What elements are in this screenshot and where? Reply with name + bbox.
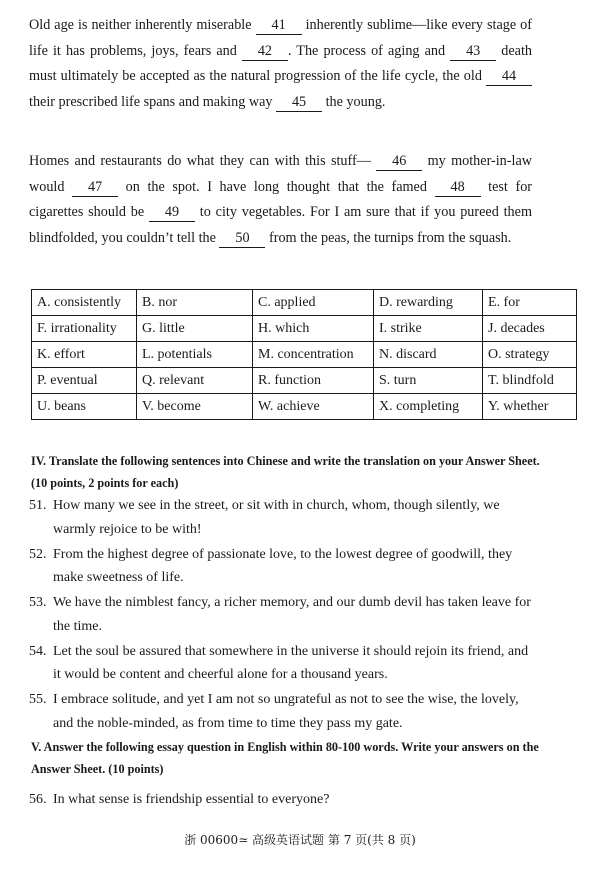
options-row <box>32 316 577 342</box>
blank-48: 48 <box>435 179 481 197</box>
passage-paragraph-1 <box>29 13 532 115</box>
blank-41: 41 <box>256 17 302 35</box>
options-row <box>32 368 577 394</box>
question-54 <box>29 640 536 687</box>
question-text: I embrace solitude, and yet I am not so ungrateful as not to see the wise, the lovely, and the noble-minded, as from time to time they pass my gate. <box>53 692 519 731</box>
option-cell: C. applied <box>253 290 374 316</box>
blank-45: 45 <box>276 94 322 112</box>
question-text: We have the nimblest fancy, a richer memory, and our dumb devil has taken leave for the time. <box>53 595 531 634</box>
passage-text: Old age is neither inherently miserable <box>29 17 256 33</box>
option-cell: J. decades <box>483 316 577 342</box>
passage-text: death must ultimately be accepted as the natural progression of the life cycle, the old <box>29 42 532 84</box>
passage-text: . The process of aging and <box>287 42 451 59</box>
question-text: In what sense is friendship essential to everyone? <box>53 792 330 807</box>
passage-text: the young. <box>322 93 386 110</box>
essay-question <box>29 788 536 813</box>
question-number: 54. <box>29 643 47 659</box>
option-cell: P. eventual <box>32 368 137 394</box>
option-cell: L. potentials <box>137 342 253 368</box>
question-text: From the highest degree of passionate love, to the lowest degree of goodwill, they make sweetness of life. <box>53 546 513 585</box>
passage-text: inherently sublime—like every stage of life it has problems, joys, fears and <box>29 17 532 59</box>
question-55 <box>29 688 536 735</box>
section-4-heading: IV. Translate the following sentences into Chinese and write the translation on your Answer Sheet. (10 points, 2 points for each) <box>31 454 540 490</box>
option-cell: N. discard <box>374 342 483 368</box>
option-cell: Q. relevant <box>137 368 253 394</box>
option-cell: A. consistently <box>32 290 137 316</box>
options-row <box>32 342 577 368</box>
blank-50: 50 <box>219 230 265 248</box>
translation-questions <box>29 494 536 737</box>
blank-47: 47 <box>72 179 118 197</box>
option-cell: D. rewarding <box>374 290 483 316</box>
passage-text: on the spot. I have long thought that the famed <box>118 178 435 195</box>
option-cell: F. irrationality <box>32 316 137 342</box>
option-cell: B. nor <box>137 290 253 316</box>
blank-49: 49 <box>149 204 195 222</box>
question-51 <box>29 494 536 541</box>
question-number: 51. <box>29 498 47 513</box>
option-cell: G. little <box>137 316 253 342</box>
passage-text: Homes and restaurants do what they can with this stuff— <box>29 153 377 169</box>
passage-text: test for cigarettes should be <box>29 178 533 220</box>
blank-46: 46 <box>376 153 422 171</box>
question-56 <box>29 788 536 812</box>
option-cell: X. completing <box>374 394 483 420</box>
option-cell: V. become <box>137 394 253 420</box>
question-52 <box>29 543 536 590</box>
question-number: 55. <box>29 692 47 707</box>
section-5-heading: V. Answer the following essay question in English within 80-100 words. Write your answers on the Answer Sheet. (10 points) <box>31 740 539 776</box>
option-cell: U. beans <box>32 394 137 420</box>
question-number: 53. <box>29 595 47 610</box>
passage-paragraph-2 <box>29 149 532 251</box>
question-text: How many we see in the street, or sit with in church, whom, though silently, we warmly rejoice to be with! <box>53 498 500 537</box>
option-cell: O. strategy <box>483 342 577 368</box>
option-cell: H. which <box>253 316 374 342</box>
passage-text: their prescribed life spans and making way <box>29 93 277 110</box>
option-cell: E. for <box>483 290 577 316</box>
option-cell: K. effort <box>32 342 137 368</box>
blank-43: 43 <box>450 43 496 61</box>
option-cell: I. strike <box>374 316 483 342</box>
blank-44: 44 <box>486 68 532 86</box>
word-options-table <box>31 289 577 420</box>
question-number: 52. <box>29 546 47 562</box>
options-row <box>32 290 577 316</box>
passage-text: my mother-in-law would <box>29 153 532 195</box>
question-text: Let the soul be assured that somewhere in the universe it should rejoin its friend, and it would be content and cheerful alone for a thousand years. <box>53 643 529 682</box>
question-number: 56. <box>29 792 47 807</box>
options-row <box>32 394 577 420</box>
blank-42: 42 <box>242 43 288 61</box>
option-cell: M. concentration <box>253 342 374 368</box>
passage-text: to city vegetables. For I am sure that if you pureed them blindfolded, you couldn’t tell the <box>29 204 532 246</box>
question-53 <box>29 591 536 638</box>
passage-text: from the peas, the turnips from the squash. <box>265 229 512 246</box>
option-cell: S. turn <box>374 368 483 394</box>
option-cell: W. achieve <box>253 394 374 420</box>
page-footer: 浙 00600≃ 高级英语试题 第 7 页(共 8 页) <box>184 833 416 847</box>
option-cell: T. blindfold <box>483 368 577 394</box>
option-cell: R. function <box>253 368 374 394</box>
option-cell: Y. whether <box>483 394 577 420</box>
